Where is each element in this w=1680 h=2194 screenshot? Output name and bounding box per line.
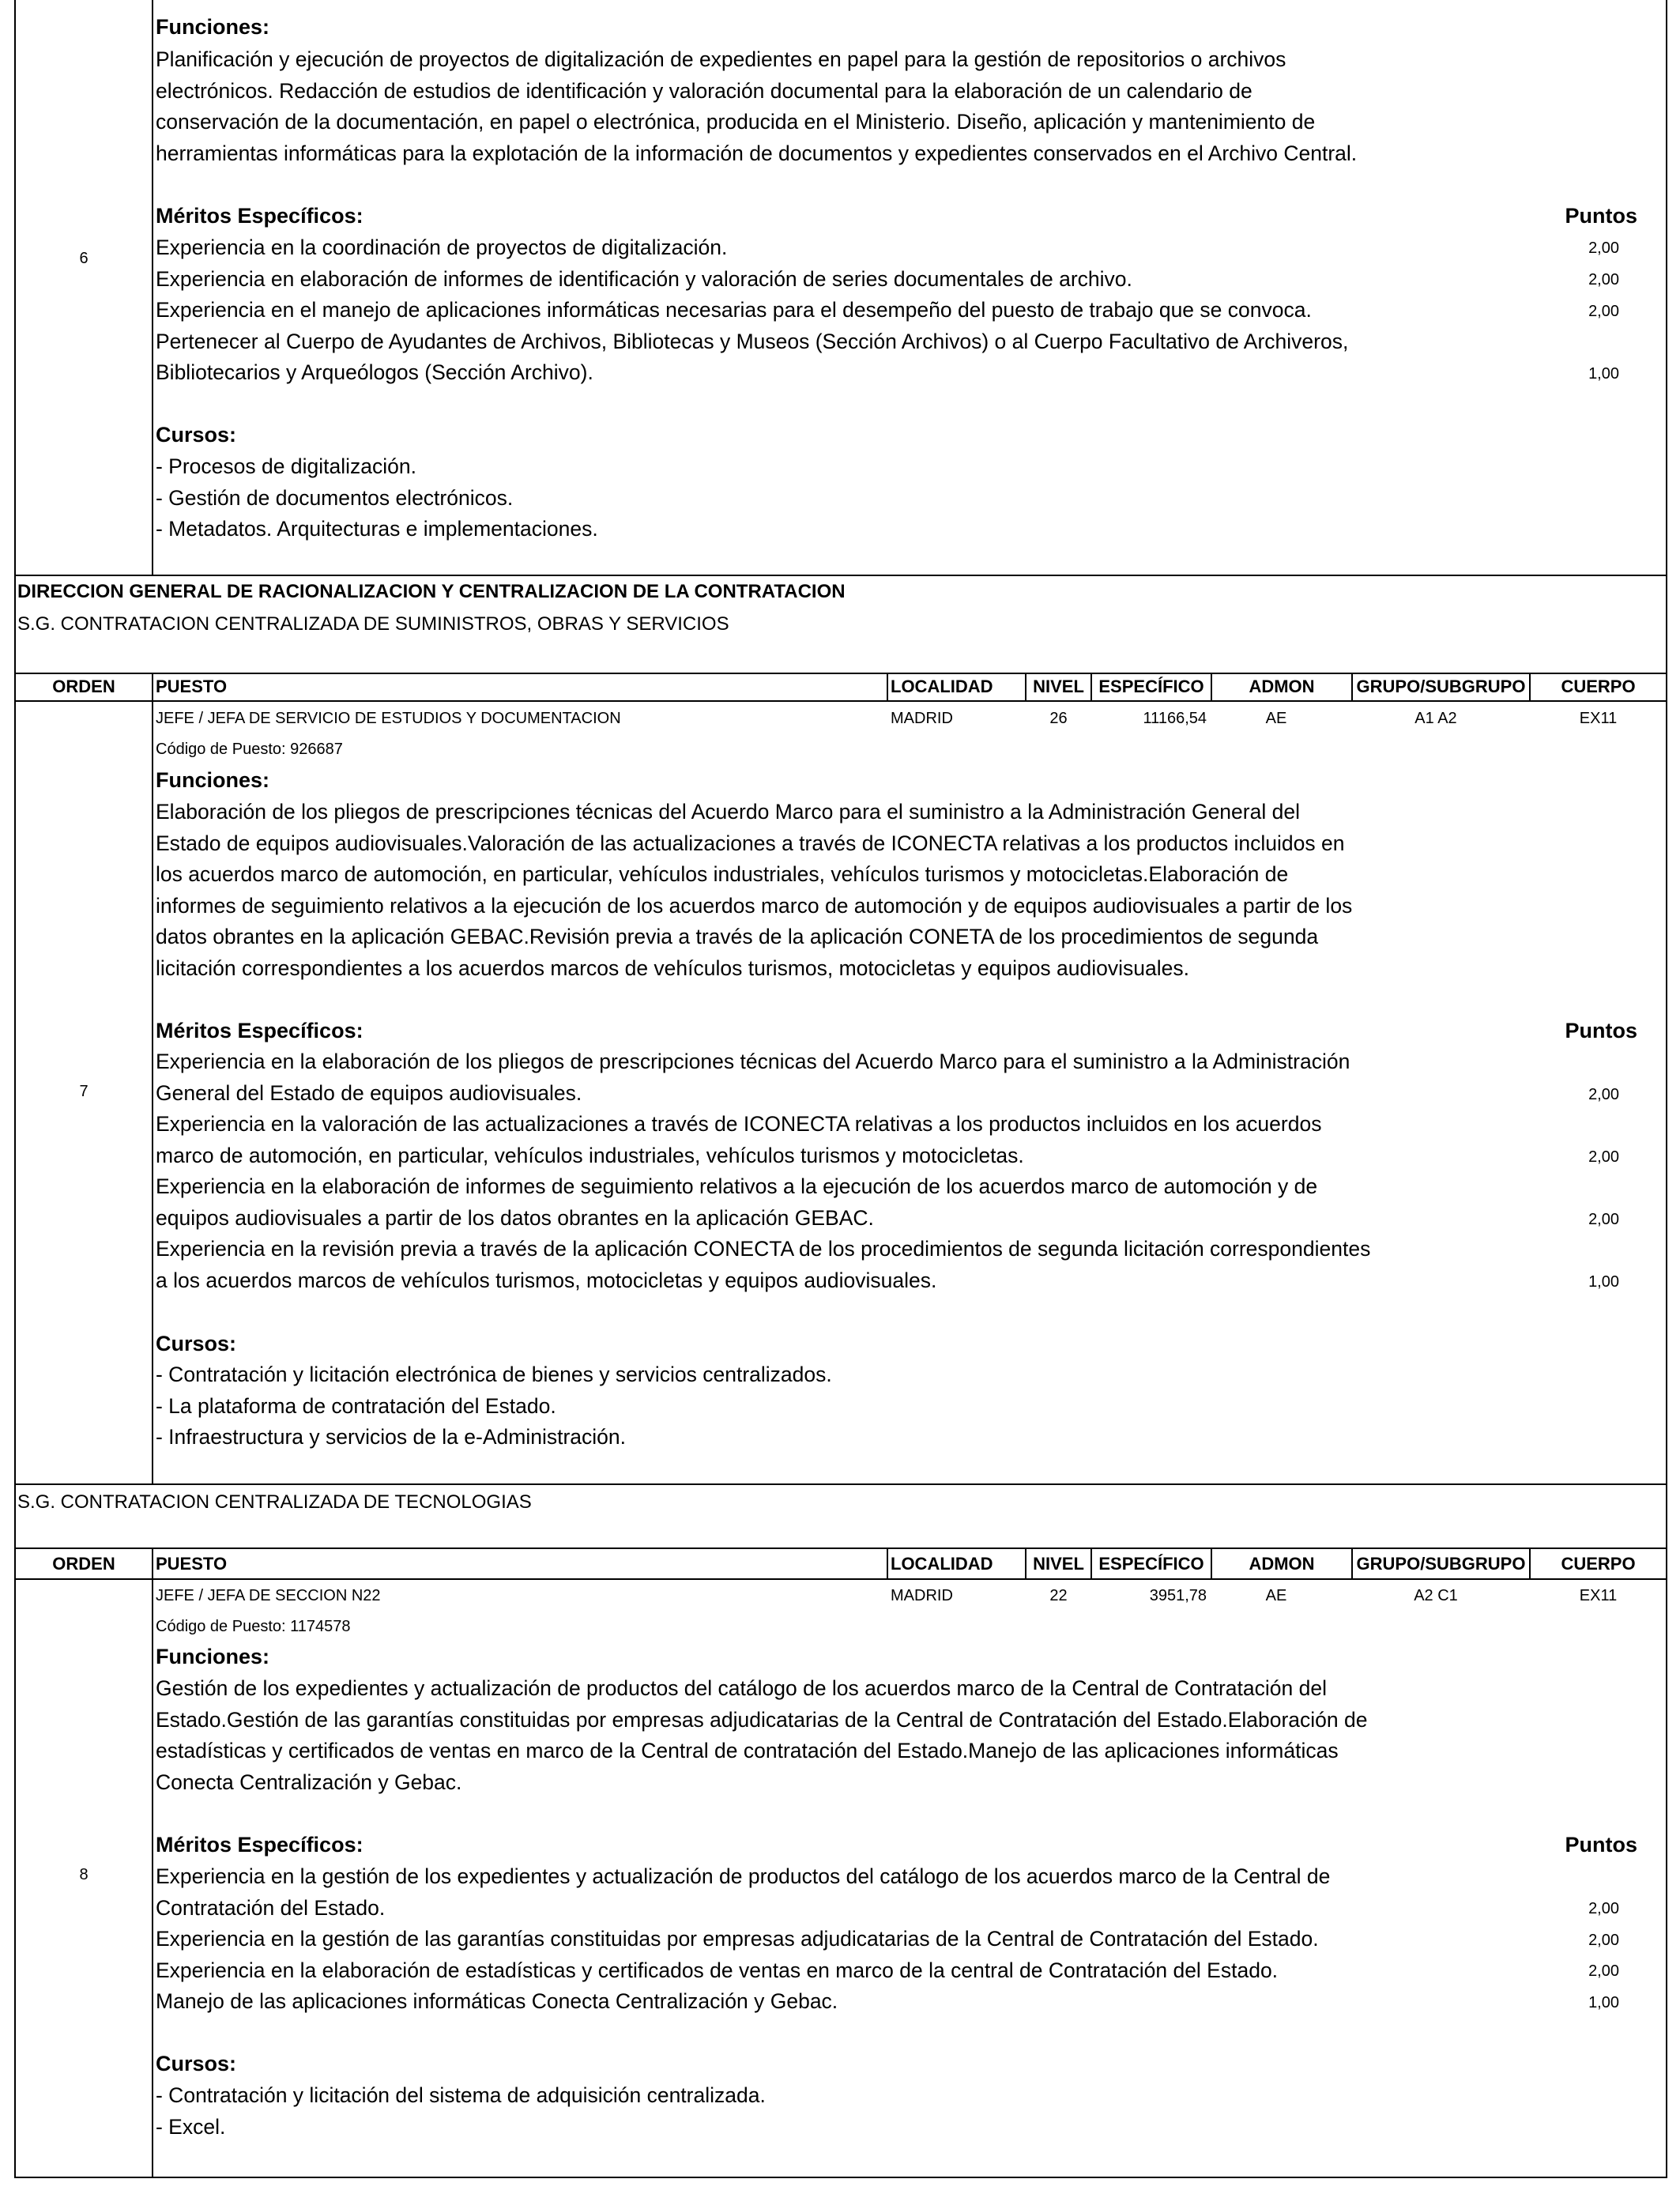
curso-8-2: - Excel. <box>156 2115 226 2139</box>
merito-line-7-5: Experiencia en la elaboración de informes de seguimiento relativos a la ejecución de los acuerdos marco de automoción y de <box>156 1174 1318 1198</box>
funciones-line-7-2: Estado de equipos audiovisuales.Valoración de las actualizaciones a través de ICONECTA relativas a los productos incluidos en <box>156 831 1345 855</box>
merito-line-6-2: Experiencia en elaboración de informes de identificación y valoración de series documentales de archivo. <box>156 267 1132 291</box>
especifico-8: 3951,78 <box>1149 1587 1207 1604</box>
header-orden-7: ORDEN <box>52 677 115 696</box>
funciones-line-6-1: Planificación y ejecución de proyectos de digitalización de expedientes en papel para la gestión de repositorios o archivos <box>156 47 1286 71</box>
nivel-7: 26 <box>1049 710 1068 727</box>
header7-div-1 <box>152 673 153 701</box>
funciones-line-6-2: electrónicos. Redacción de estudios de identificación y valoración documental para la elaboración de un calendario de <box>156 79 1252 103</box>
nivel-8: 22 <box>1049 1587 1068 1604</box>
puesto-7: JEFE / JEFA DE SERVICIO DE ESTUDIOS Y DOCUMENTACION <box>156 710 621 727</box>
funciones-heading-8: Funciones: <box>156 1645 270 1668</box>
codigo-puesto-8: Código de Puesto: 1174578 <box>156 1618 351 1635</box>
merito-line-6-1: Experiencia en la coordinación de proyectos de digitalización. <box>156 236 728 259</box>
merito-line-8-2: Contratación del Estado. <box>156 1896 386 1920</box>
orden-6: 6 <box>79 250 89 267</box>
header-especifico-8: ESPECÍFICO <box>1098 1554 1204 1574</box>
puntos-label-7: Puntos <box>1565 1019 1637 1042</box>
header-localidad-8: LOCALIDAD <box>891 1554 993 1574</box>
merito-line-7-4: marco de automoción, en particular, vehículos industriales, vehículos turismos y motocicletas. <box>156 1144 1024 1167</box>
puesto-8: JEFE / JEFA DE SECCION N22 <box>156 1587 381 1604</box>
orden-divider-8 <box>152 1578 153 2177</box>
header-grupo-7: GRUPO/SUBGRUPO <box>1356 677 1526 696</box>
subdireccion-1-title: S.G. CONTRATACION CENTRALIZADA DE SUMINISTROS, OBRAS Y SERVICIOS <box>17 613 729 635</box>
puntos-7-2: 2,00 <box>1588 1148 1619 1166</box>
subdireccion-2-title: S.G. CONTRATACION CENTRALIZADA DE TECNOLOGIAS <box>17 1491 532 1513</box>
header-cuerpo-8: CUERPO <box>1561 1554 1636 1574</box>
puntos-8-1: 2,00 <box>1588 1900 1619 1917</box>
funciones-line-7-3: los acuerdos marco de automoción, en particular, vehículos industriales, vehículos turismos y motocicletas.Elaboración de <box>156 862 1289 886</box>
funciones-line-7-1: Elaboración de los pliegos de prescripciones técnicas del Acuerdo Marco para el suministro a la Administración General del <box>156 800 1300 824</box>
cursos-heading-6: Cursos: <box>156 423 237 447</box>
header-localidad-7: LOCALIDAD <box>891 677 993 696</box>
grupo-7: A1 A2 <box>1414 710 1457 727</box>
section7-bottom-line <box>14 1483 1667 1485</box>
funciones-line-6-3: conservación de la documentación, en papel o electrónica, producida en el Ministerio. Diseño, aplicación y mantenimiento de <box>156 110 1316 134</box>
outer-right-border <box>1666 0 1667 2178</box>
header-admon-7: ADMON <box>1249 677 1315 696</box>
localidad-7: MADRID <box>891 710 953 727</box>
merito-line-6-3: Experiencia en el manejo de aplicaciones informáticas necesarias para el desempeño del puesto de trabajo que se convoca. <box>156 298 1312 322</box>
header-grupo-8: GRUPO/SUBGRUPO <box>1356 1554 1526 1574</box>
merito-line-8-1: Experiencia en la gestión de los expedientes y actualización de productos del catálogo de los acuerdos marco de la Central de <box>156 1864 1331 1888</box>
funciones-line-7-6: licitación correspondientes a los acuerdos marcos de vehículos turismos, motocicletas y equipos audiovisuales. <box>156 956 1189 980</box>
curso-6-1: - Procesos de digitalización. <box>156 454 416 478</box>
curso-7-2: - La plataforma de contratación del Estado. <box>156 1394 556 1418</box>
bottom-border <box>14 2177 1667 2178</box>
curso-7-1: - Contratación y licitación electrónica de bienes y servicios centralizados. <box>156 1363 832 1386</box>
meritos-heading-6: Méritos Específicos: <box>156 204 363 228</box>
puntos-label-6: Puntos <box>1565 204 1637 228</box>
direccion-general-title: DIRECCION GENERAL DE RACIONALIZACION Y CENTRALIZACION DE LA CONTRATACION <box>17 581 846 602</box>
puntos-7-4: 1,00 <box>1588 1273 1619 1291</box>
puntos-8-2: 2,00 <box>1588 1932 1619 1949</box>
merito-line-7-6: equipos audiovisuales a partir de los datos obrantes en la aplicación GEBAC. <box>156 1206 874 1230</box>
merito-line-7-1: Experiencia en la elaboración de los pliegos de prescripciones técnicas del Acuerdo Marco para el suministro a la Administración <box>156 1050 1350 1073</box>
cursos-heading-7: Cursos: <box>156 1332 237 1355</box>
grupo-8: A2 C1 <box>1414 1587 1458 1604</box>
funciones-line-8-2: Estado.Gestión de las garantías constituidas por empresas adjudicatarias de la Central de Contratación del Estado.Elaboración de <box>156 1708 1368 1732</box>
admon-7: AE <box>1265 710 1287 727</box>
puntos-6-2: 2,00 <box>1588 271 1619 288</box>
curso-8-1: - Contratación y licitación del sistema de adquisición centralizada. <box>156 2083 766 2107</box>
header-nivel-7: NIVEL <box>1033 677 1084 696</box>
cuerpo-8: EX11 <box>1579 1587 1618 1604</box>
especifico-7: 11166,54 <box>1143 710 1207 727</box>
puntos-7-1: 2,00 <box>1588 1086 1619 1103</box>
puntos-label-8: Puntos <box>1565 1833 1637 1857</box>
curso-6-2: - Gestión de documentos electrónicos. <box>156 486 514 510</box>
admon-8: AE <box>1265 1587 1287 1604</box>
orden-7: 7 <box>79 1083 89 1100</box>
header8-div-2 <box>887 1547 888 1579</box>
merito-line-7-7: Experiencia en la revisión previa a través de la aplicación CONECTA de los procedimientos de segunda licitación correspondientes <box>156 1237 1371 1261</box>
header-especifico-7: ESPECÍFICO <box>1098 677 1204 696</box>
header8-div-1 <box>152 1547 153 1579</box>
merito-line-8-4: Experiencia en la elaboración de estadísticas y certificados de ventas en marco de la central de Contratación del Estado. <box>156 1958 1279 1982</box>
funciones-line-6-4: herramientas informáticas para la explotación de la información de documentos y expedientes conservados en el Archivo Central. <box>156 141 1358 165</box>
curso-7-3: - Infraestructura y servicios de la e-Administración. <box>156 1425 626 1449</box>
header-orden-8: ORDEN <box>52 1554 115 1574</box>
puntos-8-3: 2,00 <box>1588 1962 1619 1980</box>
codigo-puesto-7: Código de Puesto: 926687 <box>156 741 343 758</box>
merito-line-6-4: Pertenecer al Cuerpo de Ayudantes de Archivos, Bibliotecas y Museos (Sección Archivos) o al Cuerpo Facultativo de Archiveros, <box>156 330 1349 353</box>
puntos-6-3: 2,00 <box>1588 303 1619 320</box>
header-admon-8: ADMON <box>1249 1554 1315 1574</box>
orden-8: 8 <box>79 1866 89 1883</box>
merito-line-7-2: General del Estado de equipos audiovisuales. <box>156 1081 582 1105</box>
merito-line-7-8: a los acuerdos marcos de vehículos turismos, motocicletas y equipos audiovisuales. <box>156 1269 937 1292</box>
funciones-line-8-1: Gestión de los expedientes y actualización de productos del catálogo de los acuerdos marco de la Central de Contratación del <box>156 1676 1327 1700</box>
section6-bottom-line <box>14 575 1667 576</box>
header-puesto-8: PUESTO <box>156 1554 228 1574</box>
funciones-heading-6: Funciones: <box>156 15 270 39</box>
merito-line-8-5: Manejo de las aplicaciones informáticas Conecta Centralización y Gebac. <box>156 1989 838 2013</box>
merito-line-6-5: Bibliotecarios y Arqueólogos (Sección Archivo). <box>156 360 593 384</box>
funciones-line-7-4: informes de seguimiento relativos a la ejecución de los acuerdos marco de automoción y de equipos audiovisuales a partir de los <box>156 894 1353 918</box>
header-cuerpo-7: CUERPO <box>1561 677 1636 696</box>
header-puesto-7: PUESTO <box>156 677 228 696</box>
orden-divider-6 <box>152 0 153 575</box>
funciones-line-8-4: Conecta Centralización y Gebac. <box>156 1770 462 1794</box>
puntos-6-1: 2,00 <box>1588 239 1619 257</box>
funciones-heading-7: Funciones: <box>156 768 270 792</box>
curso-6-3: - Metadatos. Arquitecturas e implementaciones. <box>156 517 598 541</box>
orden-divider-7 <box>152 700 153 1484</box>
header7-div-2 <box>887 673 888 701</box>
merito-line-7-3: Experiencia en la valoración de las actualizaciones a través de ICONECTA relativas a los productos incluidos en los acuerdos <box>156 1112 1322 1136</box>
funciones-line-7-5: datos obrantes en la aplicación GEBAC.Revisión previa a través de la aplicación CONETA de los procedimientos de segunda <box>156 925 1319 948</box>
puntos-8-4: 1,00 <box>1588 1994 1619 2011</box>
puntos-7-3: 2,00 <box>1588 1211 1619 1228</box>
localidad-8: MADRID <box>891 1587 953 1604</box>
cuerpo-7: EX11 <box>1579 710 1618 727</box>
puntos-6-4: 1,00 <box>1588 365 1619 383</box>
funciones-line-8-3: estadísticas y certificados de ventas en marco de la Central de contratación del Estado.Manejo de las aplicaciones informáticas <box>156 1739 1339 1762</box>
merito-line-8-3: Experiencia en la gestión de las garantías constituidas por empresas adjudicatarias de la Central de Contratación del Estado. <box>156 1927 1319 1951</box>
meritos-heading-7: Méritos Específicos: <box>156 1019 363 1042</box>
header-nivel-8: NIVEL <box>1033 1554 1084 1574</box>
meritos-heading-8: Méritos Específicos: <box>156 1833 363 1857</box>
cursos-heading-8: Cursos: <box>156 2052 237 2075</box>
